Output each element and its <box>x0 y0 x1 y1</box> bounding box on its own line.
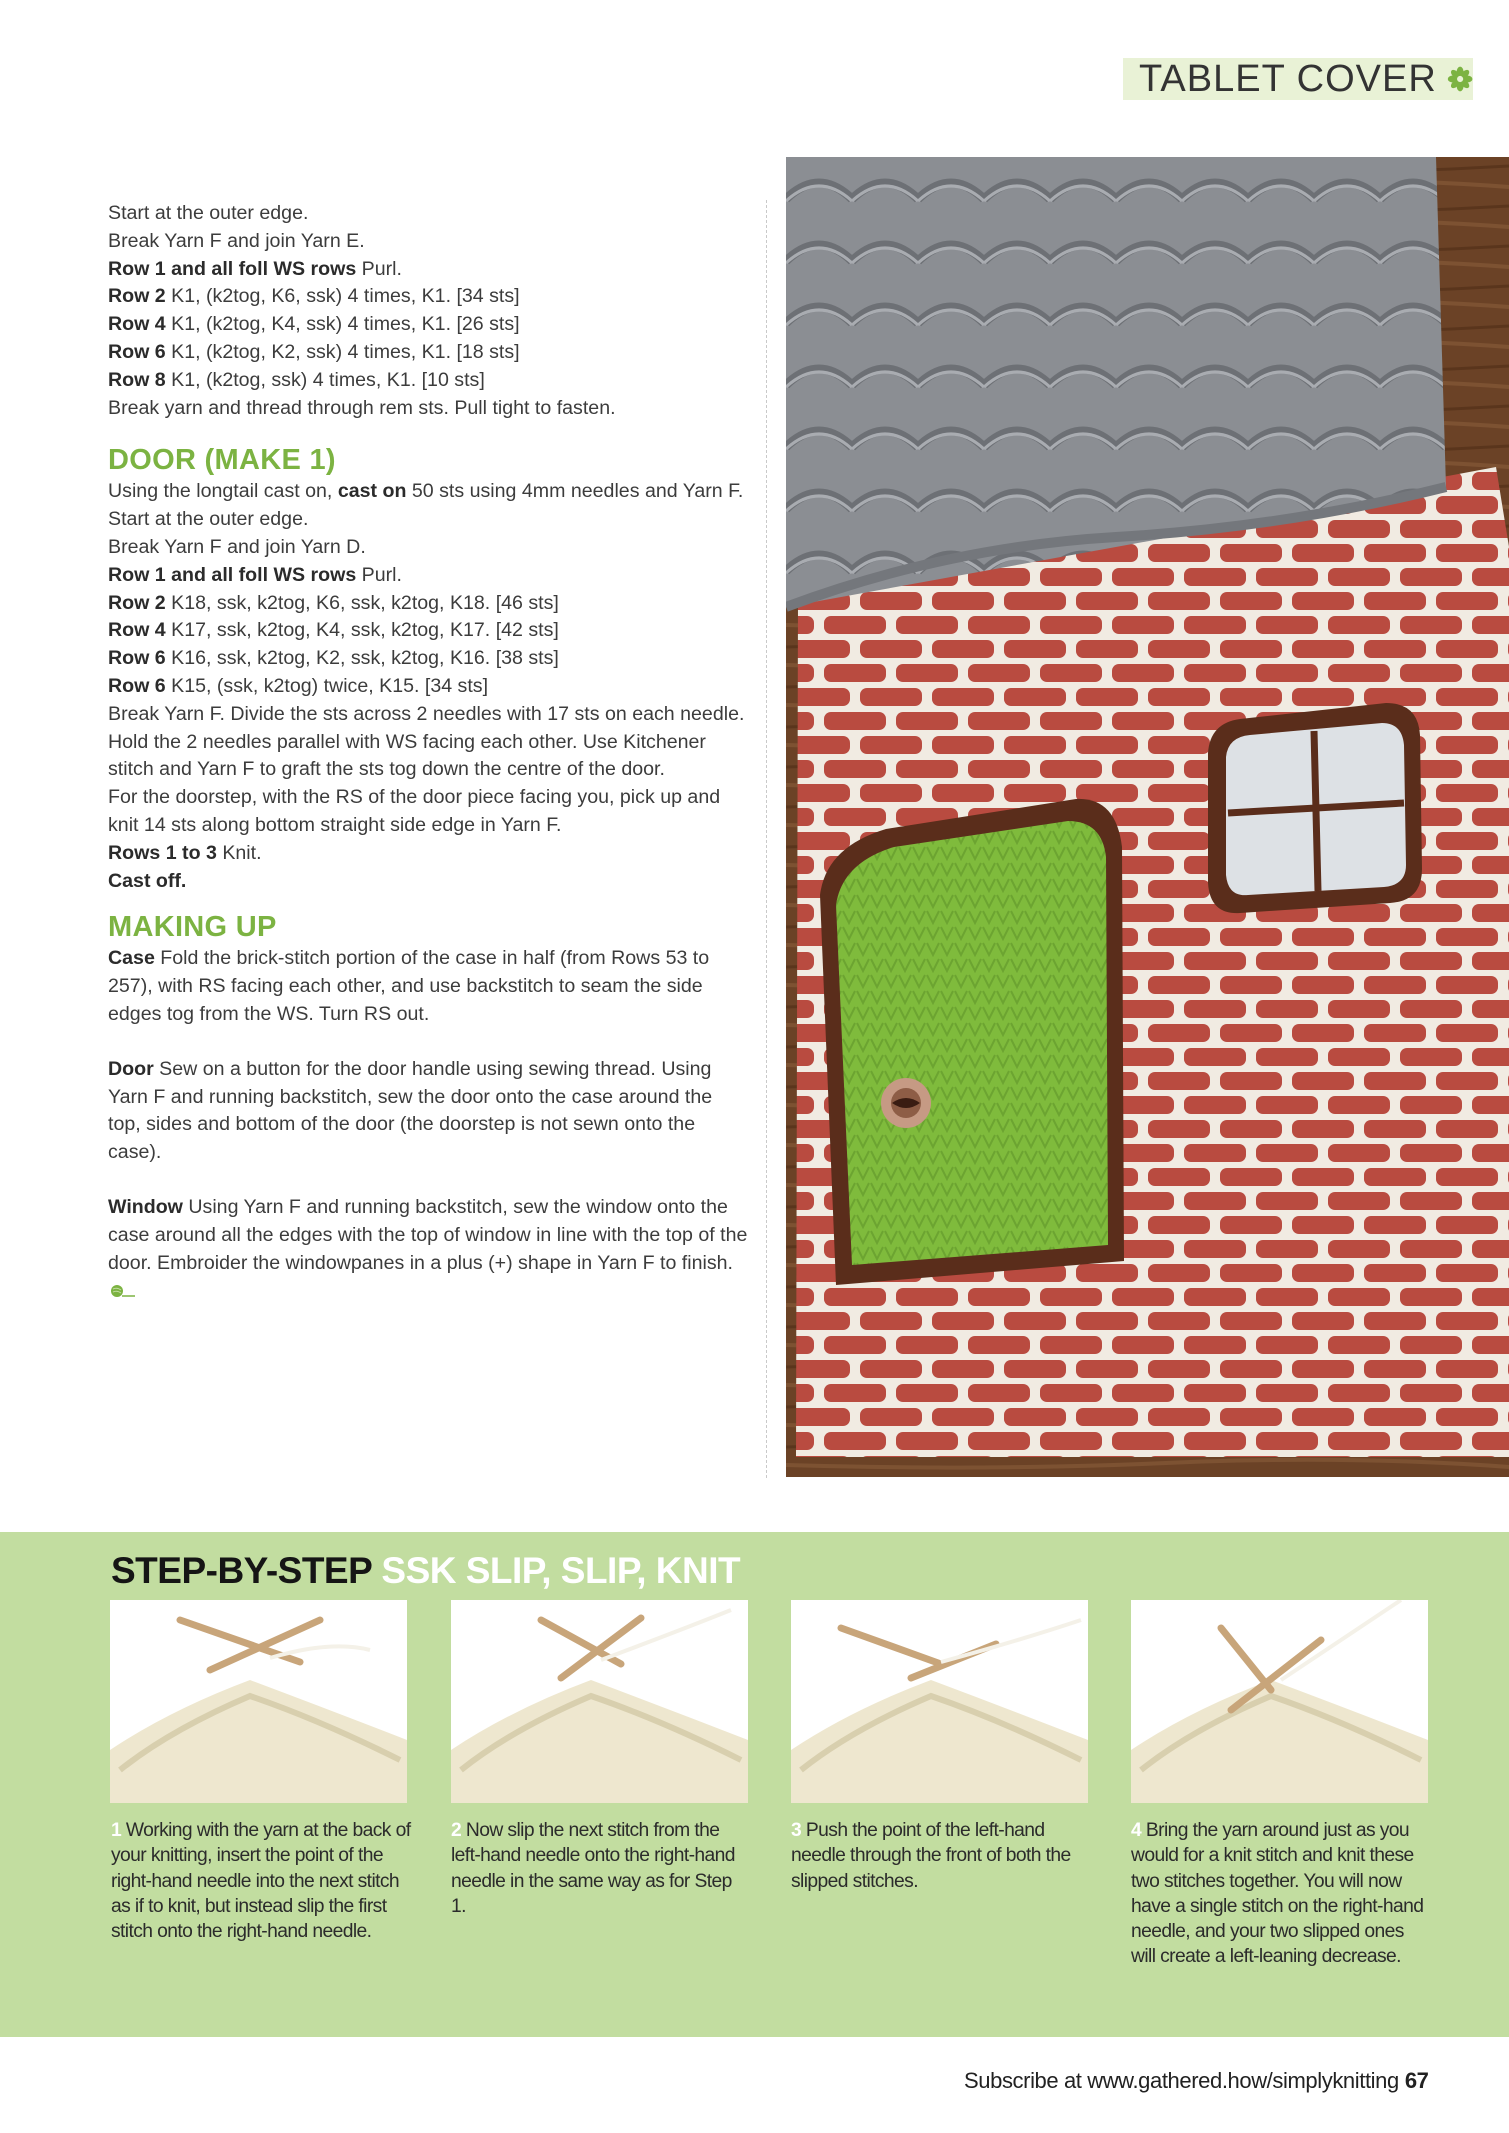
step-by-step-title: STEP-BY-STEP SSK SLIP, SLIP, KNIT <box>111 1550 741 1591</box>
step-4-photo <box>1131 1600 1428 1803</box>
instruction-line: For the doorstep, with the RS of the door piece facing you, pick up and knit 14 sts along bottom straight side edge in Yarn F. <box>108 786 721 836</box>
instruction-line: Using the longtail cast on, cast on 50 sts using 4mm needles and Yarn F. <box>108 480 744 503</box>
instruction-line: Row 8 K1, (k2tog, ssk) 4 times, K1. [10 sts] <box>108 368 485 391</box>
tablet-cover-photo <box>786 157 1509 1477</box>
instruction-line: Row 6 K1, (k2tog, K2, ssk) 4 times, K1. [18 sts] <box>108 340 520 363</box>
step-1-caption: 1 Working with the yarn at the back of your knitting, insert the point of the right-hand needle into the next stitch as if to knit, but instead slip the first stitch onto the right-hand needle. <box>111 1820 411 1943</box>
instruction-line: Row 6 K16, ssk, k2tog, K2, ssk, k2tog, K16. [38 sts] <box>108 647 559 670</box>
instruction-line: Break Yarn F and join Yarn E. <box>108 229 365 252</box>
making-up-heading: MAKING UP <box>108 911 277 944</box>
instruction-line: Rows 1 to 3 Knit. <box>108 841 262 864</box>
instruction-line: Cast off. <box>108 869 187 892</box>
instruction-line: Start at the outer edge. <box>108 508 309 531</box>
step-3-caption: 3 Push the point of the left-hand needle through the front of both the slipped stitches. <box>791 1820 1071 1892</box>
making-up-paragraph: Case Fold the brick-stitch portion of the case in half (from Rows 53 to 257), with RS facing each other, and use backstitch to seam the side edges tog from the WS. Turn RS out. <box>108 947 710 1025</box>
instruction-line: Row 1 and all foll WS rows Purl. <box>108 563 402 586</box>
instruction-line: Start at the outer edge. <box>108 202 309 224</box>
instruction-line: Row 2 K1, (k2tog, K6, ssk) 4 times, K1. [34 sts] <box>108 285 520 308</box>
instruction-line: Row 2 K18, ssk, k2tog, K6, ssk, k2tog, K18. [46 sts] <box>108 591 559 614</box>
intro-section <box>108 200 748 422</box>
yarn-ball-icon <box>110 1284 136 1298</box>
making-up-section <box>108 945 748 1305</box>
making-up-paragraph: Window Using Yarn F and running backstitch, sew the window onto the case around all the edges with the top of window in line with the top of the door. Embroider the windowpanes in a plus (+) shape in Yarn F to finish. <box>108 1194 748 1305</box>
column-divider <box>766 200 767 1478</box>
page-number: 67 <box>1404 2068 1429 2093</box>
page-footer <box>964 2068 1429 2094</box>
instructions-column <box>108 200 748 1305</box>
step-1-photo <box>110 1600 407 1803</box>
instruction-line: Break yarn and thread through rem sts. Pull tight to fasten. <box>108 396 616 419</box>
door-heading: DOOR (MAKE 1) <box>108 444 336 477</box>
section-title: TABLET COVER <box>1139 57 1437 100</box>
instruction-line: Row 4 K1, (k2tog, K4, ssk) 4 times, K1. [26 sts] <box>108 313 520 336</box>
instruction-line: Row 1 and all foll WS rows Purl. <box>108 257 402 280</box>
making-up-paragraph: Door Sew on a button for the door handle using sewing thread. Using Yarn F and running backstitch, sew the door onto the case around the top, sides and bottom of the door (the doorstep is not sewn onto the case). <box>108 1057 713 1164</box>
instruction-line: Row 6 K15, (ssk, k2tog) twice, K15. [34 sts] <box>108 674 489 697</box>
step-4-caption: 4 Bring the yarn around just as you would for a knit stitch and knit these two stitches together. You will now have a single stitch on the right-hand needle, and your two slipped ones will create a left-leaning decrease. <box>1131 1820 1424 1968</box>
door-section <box>108 478 748 895</box>
instruction-line: Break Yarn F and join Yarn D. <box>108 535 366 558</box>
section-header-tag <box>1123 58 1473 100</box>
instruction-line: Row 4 K17, ssk, k2tog, K4, ssk, k2tog, K17. [42 sts] <box>108 619 559 642</box>
instruction-line: Break Yarn F. Divide the sts across 2 needles with 17 sts on each needle. Hold the 2 needles parallel with WS facing each other. Use Kitchener stitch and Yarn F to graft the sts tog down the centre of the door. <box>108 702 745 781</box>
flower-icon <box>1447 62 1473 96</box>
step-2-photo <box>451 1600 748 1803</box>
step-3-photo <box>791 1600 1088 1803</box>
step-2-caption: 2 Now slip the next stitch from the left-hand needle onto the right-hand needle in the same way as for Step 1. <box>451 1820 735 1917</box>
subscribe-link[interactable]: Subscribe at www.gathered.how/simplyknitting <box>964 2068 1399 2093</box>
